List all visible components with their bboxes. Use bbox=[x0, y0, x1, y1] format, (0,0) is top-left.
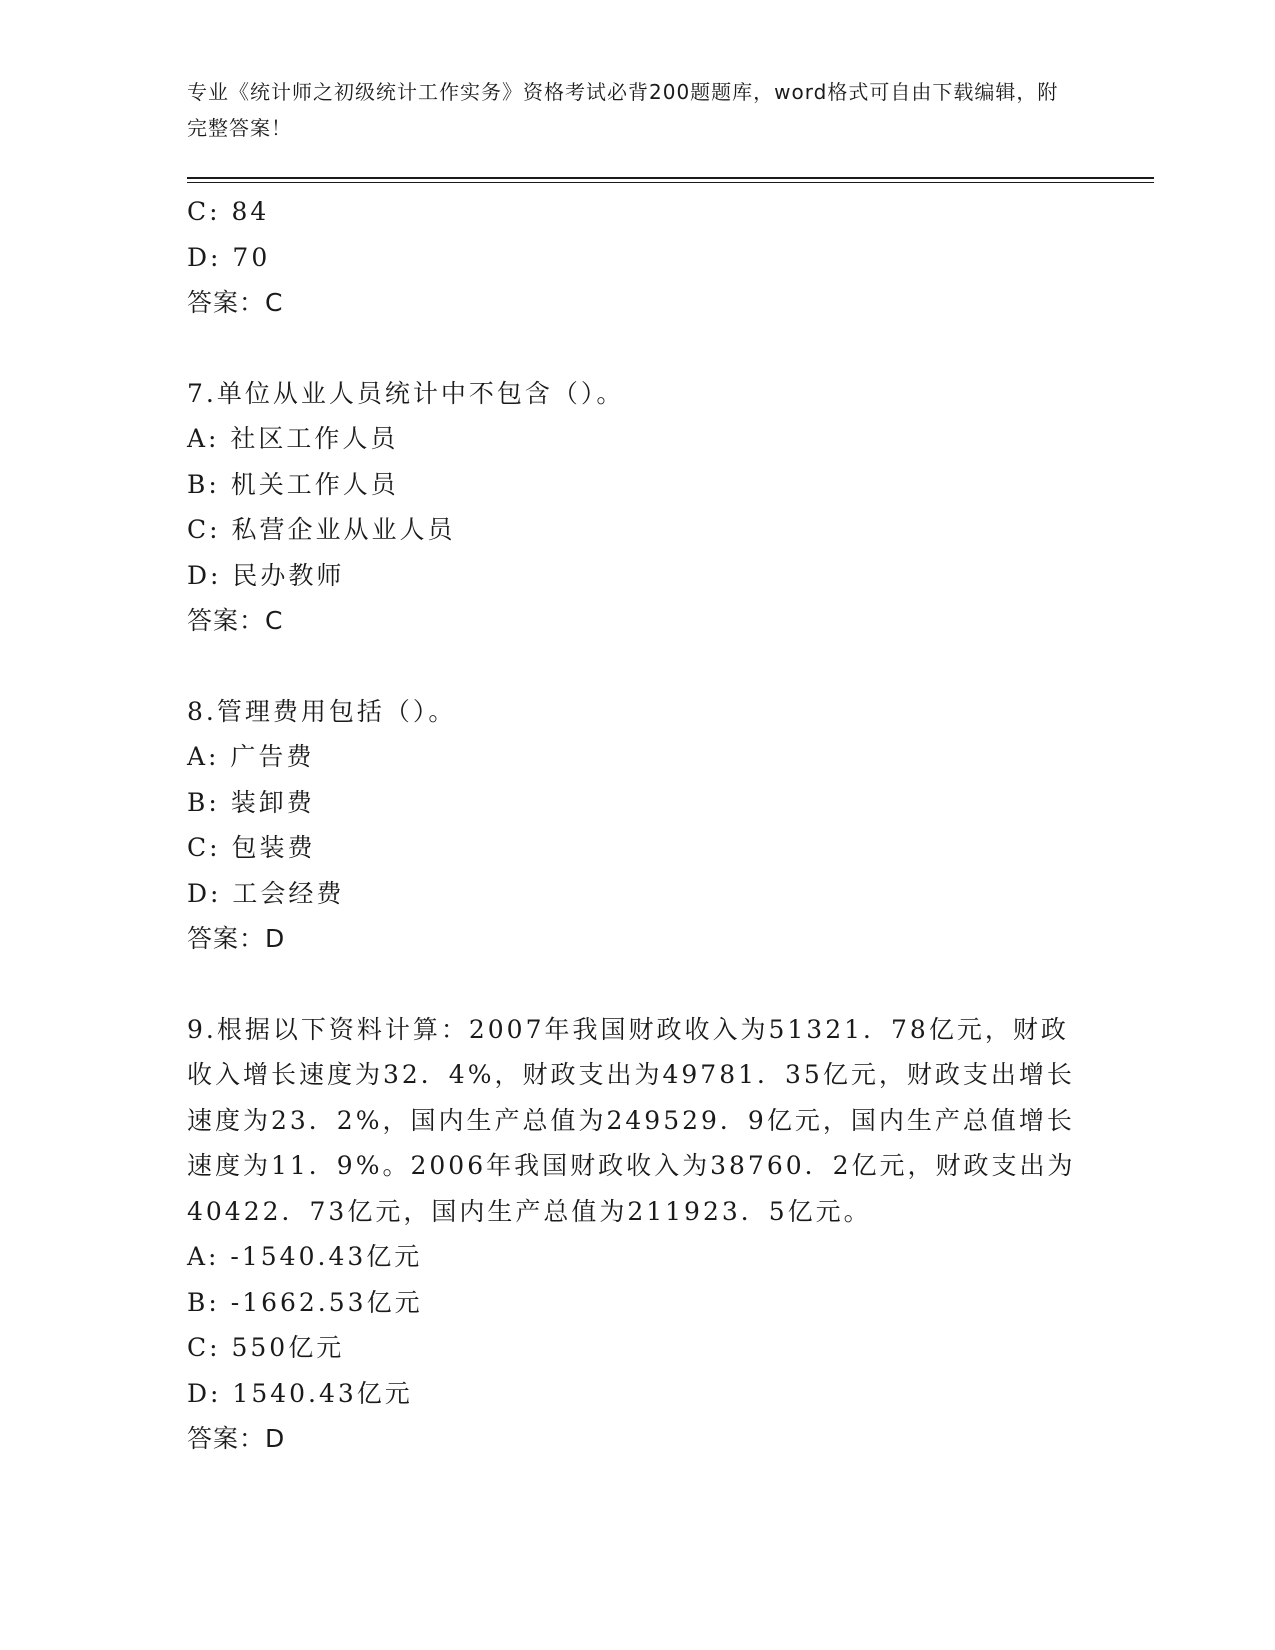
question-stem-line-3: 速度为23．2%，国内生产总值为249529．9亿元，国内生产总值增长 bbox=[187, 1105, 1075, 1135]
previous-question-tail bbox=[187, 189, 1087, 326]
option-c: C: 包装费 bbox=[187, 833, 316, 862]
option-d: D: 70 bbox=[187, 242, 271, 272]
question-stem: 8.管理费用包括（）。 bbox=[187, 696, 457, 726]
option-a: A: 广告费 bbox=[187, 742, 315, 771]
question-stem-line-5: 40422．73亿元，国内生产总值为211923．5亿元。 bbox=[187, 1196, 872, 1226]
header-divider-thin bbox=[187, 182, 1154, 183]
answer-line: 答案：C bbox=[187, 288, 284, 317]
answer-line: 答案：D bbox=[187, 924, 286, 953]
question-7 bbox=[187, 371, 1087, 644]
option-c: C: 私营企业从业人员 bbox=[187, 515, 456, 544]
option-c: C: 550亿元 bbox=[187, 1333, 345, 1362]
spacer bbox=[187, 644, 1087, 689]
question-stem-line-2: 收入增长速度为32．4%，财政支出为49781．35亿元，财政支出增长 bbox=[187, 1060, 1075, 1089]
spacer bbox=[187, 326, 1087, 371]
spacer bbox=[187, 962, 1087, 1007]
option-d: D: 1540.43亿元 bbox=[187, 1378, 413, 1408]
document-header: 专业《统计师之初级统计工作实务》资格考试必背200题题库，word格式可自由下载编辑，附完整答案！ bbox=[187, 80, 1059, 140]
header-divider-thick bbox=[187, 177, 1154, 179]
option-d: D: 工会经费 bbox=[187, 878, 345, 908]
question-stem: 7.单位从业人员统计中不包含（）。 bbox=[187, 378, 625, 408]
option-a: A: 社区工作人员 bbox=[187, 424, 399, 453]
question-9 bbox=[187, 1007, 1087, 1462]
option-c: C: 84 bbox=[187, 197, 270, 226]
answer-line: 答案：D bbox=[187, 1424, 286, 1453]
option-b: B: 机关工作人员 bbox=[187, 469, 399, 499]
question-list bbox=[187, 189, 1087, 1462]
answer-line: 答案：C bbox=[187, 606, 284, 635]
question-stem-line-1: 9.根据以下资料计算：2007年我国财政收入为51321．78亿元，财政 bbox=[187, 1014, 1069, 1044]
question-stem-line-4: 速度为11．9%。2006年我国财政收入为38760．2亿元，财政支出为 bbox=[187, 1151, 1076, 1180]
option-b: B: -1662.53亿元 bbox=[187, 1287, 423, 1317]
option-d: D: 民办教师 bbox=[187, 560, 345, 590]
option-b: B: 装卸费 bbox=[187, 787, 315, 817]
question-8 bbox=[187, 689, 1087, 962]
option-a: A: -1540.43亿元 bbox=[187, 1242, 423, 1271]
